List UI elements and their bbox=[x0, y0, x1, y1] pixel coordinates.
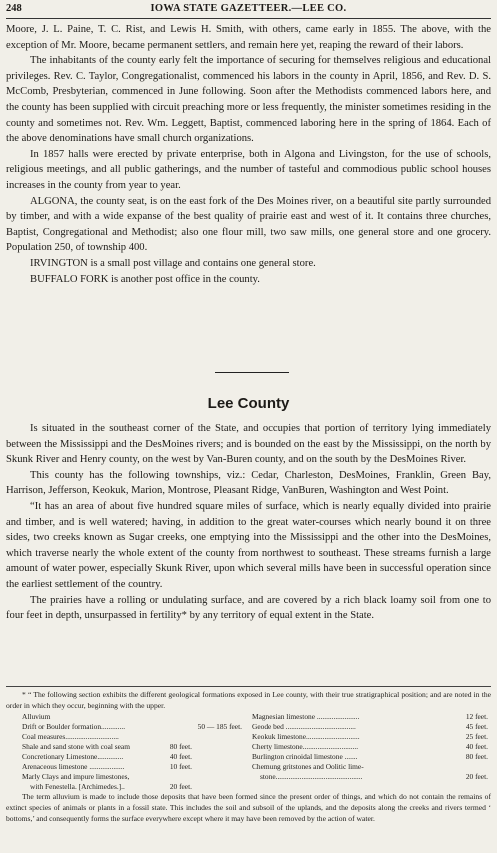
paragraph: “It has an area of about five hundred square miles of surface, which is nearly equally divided into prairie and timber, and is well watered; having, in addition to the great water-courses which nearly bound it on three sides, two creeks known as Sugar creeks, one emptying into the Mississippi and the other into the DesMoines, which traverse nearly the whole extent of the county from northwest to southeast. These streams furnish a large amount of water power, especially Skunk River, upon which several mills have been in successful operation since the earliest settlement of the country. bbox=[6, 500, 491, 590]
page-header bbox=[6, 2, 491, 18]
header-rule bbox=[6, 18, 491, 19]
paragraph: Is situated in the southeast corner of the State, and occupies that portion of territory lying immediately between the Mississippi and the DesMoines rivers; and is bounded on the east by the Mississippi, on the north by Skunk River and Henry county, on the west by Van-Buren county, and on the south by the DesMoines River. bbox=[6, 423, 491, 466]
paragraph: ALGONA, the county seat, is on the east fork of the Des Moines river, on a beautiful site partly surrounded by timber, and with a wide expanse of the best quality of prairie east and west of it. It contains three churches, Baptist, Congregational and Methodist; also one flour mill, two saw mills, one general store and one grocery. Population 250, of township 400. bbox=[6, 195, 491, 254]
definition-text: The term alluvium is made to include those deposits that have been formed since the present order of things, and which do not contain the remains of extinct species of animals or plants in a fossil state. This includes the soil and subsoil of the uplands, and the deposits along the creeks and rivers termed ‘ bottoms,’ and consequently forms the surface everywhere except where it may have been removed by the action of water. bbox=[6, 792, 491, 823]
strata-row bbox=[252, 732, 490, 742]
strata-row bbox=[252, 752, 490, 762]
footnote-text: * “ The following section exhibits the different geological formations exposed in Lee county, with their true stratigraphical position; and are noted in the order in which they occur, beginning with the upper. bbox=[6, 690, 491, 710]
page-number: 248 bbox=[6, 3, 22, 14]
stratum-thickness: 40 feet. bbox=[465, 742, 488, 751]
strata-row bbox=[22, 722, 252, 732]
strata-list-right bbox=[252, 712, 490, 782]
footnote-definition bbox=[6, 791, 491, 824]
paragraph: In 1857 halls were erected by private enterprise, both in Algona and Livingston, for the use of schools, religious meetings, and all public gatherings, and the number of tasteful and commodious public school houses increases in the county from year to year. bbox=[6, 148, 491, 191]
stratum-name: Chemung gritstones and Oolitic lime- bbox=[252, 762, 364, 771]
section-title: Lee County bbox=[207, 395, 290, 412]
stratum-name: Drift or Boulder formation............. bbox=[22, 722, 126, 731]
stratum-name: Geode bed ...................................... bbox=[252, 722, 356, 731]
paragraph: IRVINGTON is a small post village and contains one general store. bbox=[30, 257, 316, 269]
strata-row bbox=[252, 722, 490, 732]
stratum-thickness: 45 feet. bbox=[465, 722, 488, 731]
stratum-name: Magnesian limestone ....................... bbox=[252, 712, 360, 721]
paragraph: The inhabitants of the county early felt the importance of securing for themselves religious and educational privileges. Rev. C. Taylor, Congregationalist, commenced his labors in the county in April, 1856, and Rev. D. S. McComb, Presbyterian, commenced in June following. Soon after the Methodists commenced labors here, and the county has been supplied with circuit preaching more or less frequently, the minister sometimes residing in the county and sometimes not. Rev. Wm. Leggett, Baptist, commenced laboring here in the spring of 1864. Each of the above denominations have small church organizations. bbox=[6, 55, 491, 145]
section-divider bbox=[215, 372, 289, 373]
strata-row bbox=[22, 762, 252, 772]
strata-row bbox=[252, 742, 490, 752]
strata-row bbox=[22, 772, 252, 782]
stratum-name: Shale and sand stone with coal seam bbox=[22, 742, 130, 751]
stratum-name: Cherty limestone.............................. bbox=[252, 742, 359, 751]
strata-row bbox=[22, 742, 252, 752]
strata-list-left bbox=[22, 712, 252, 792]
previous-county-section bbox=[6, 22, 491, 287]
stratum-name: Arenaceous limestone ................... bbox=[22, 762, 125, 771]
strata-row bbox=[252, 762, 490, 772]
strata-row bbox=[252, 712, 490, 722]
stratum-thickness: 12 feet. bbox=[465, 712, 488, 721]
stratum-name: Coal measures............................. bbox=[22, 732, 119, 741]
stratum-name: Keokuk limestone............................. bbox=[252, 732, 360, 741]
stratum-name: Burlington crinoidal limestone ....... bbox=[252, 752, 358, 761]
paragraph: This county has the following townships, viz.: Cedar, Charleston, DesMoines, Franklin, Green Bay, Harrison, Jefferson, Keokuk, Marion, Montrose, Pleasant Ridge, VanBuren, Washington and West Point. bbox=[6, 469, 491, 497]
running-title: IOWA STATE GAZETTEER.—LEE CO. bbox=[150, 3, 347, 14]
paragraph: BUFFALO FORK is another post office in the county. bbox=[30, 273, 260, 285]
stratum-name: Marly Clays and impure limestones, bbox=[22, 772, 130, 781]
footnote-intro bbox=[6, 689, 491, 711]
stratum-name: Alluvium bbox=[22, 712, 51, 721]
strata-row bbox=[22, 752, 252, 762]
stratum-name: stone............................................... bbox=[260, 772, 363, 781]
paragraph: Moore, J. L. Paine, T. C. Rist, and Lewis H. Smith, with others, came early in 1855. The above, with the exception of Mr. Moore, became permanent settlers, and remain here yet, reaping the reward of their labors. bbox=[6, 24, 491, 51]
strata-row bbox=[252, 772, 490, 782]
strata-row bbox=[22, 712, 252, 722]
stratum-thickness: 25 feet. bbox=[465, 732, 488, 741]
footnote-rule bbox=[6, 686, 491, 687]
stratum-thickness: 80 feet. bbox=[465, 752, 488, 761]
lee-county-section bbox=[6, 421, 491, 624]
paragraph: The prairies have a rolling or undulating surface, and are covered by a rich black loamy soil from one to four feet in depth, unsurpassed in fertility* by any territory of equal extent in the State. bbox=[6, 594, 491, 622]
strata-row bbox=[22, 732, 252, 742]
stratum-thickness: 80 feet. bbox=[169, 742, 192, 751]
stratum-name: Concretionary Limestone.............. bbox=[22, 752, 124, 761]
stratum-thickness: 50 — 185 feet. bbox=[197, 722, 242, 731]
stratum-thickness: 20 feet. bbox=[169, 782, 192, 791]
stratum-thickness: 10 feet. bbox=[169, 762, 192, 771]
stratum-thickness: 20 feet. bbox=[465, 772, 488, 781]
stratum-name: with Fenestella. [Archimedes.].. bbox=[30, 782, 125, 791]
stratum-thickness: 40 feet. bbox=[169, 752, 192, 761]
